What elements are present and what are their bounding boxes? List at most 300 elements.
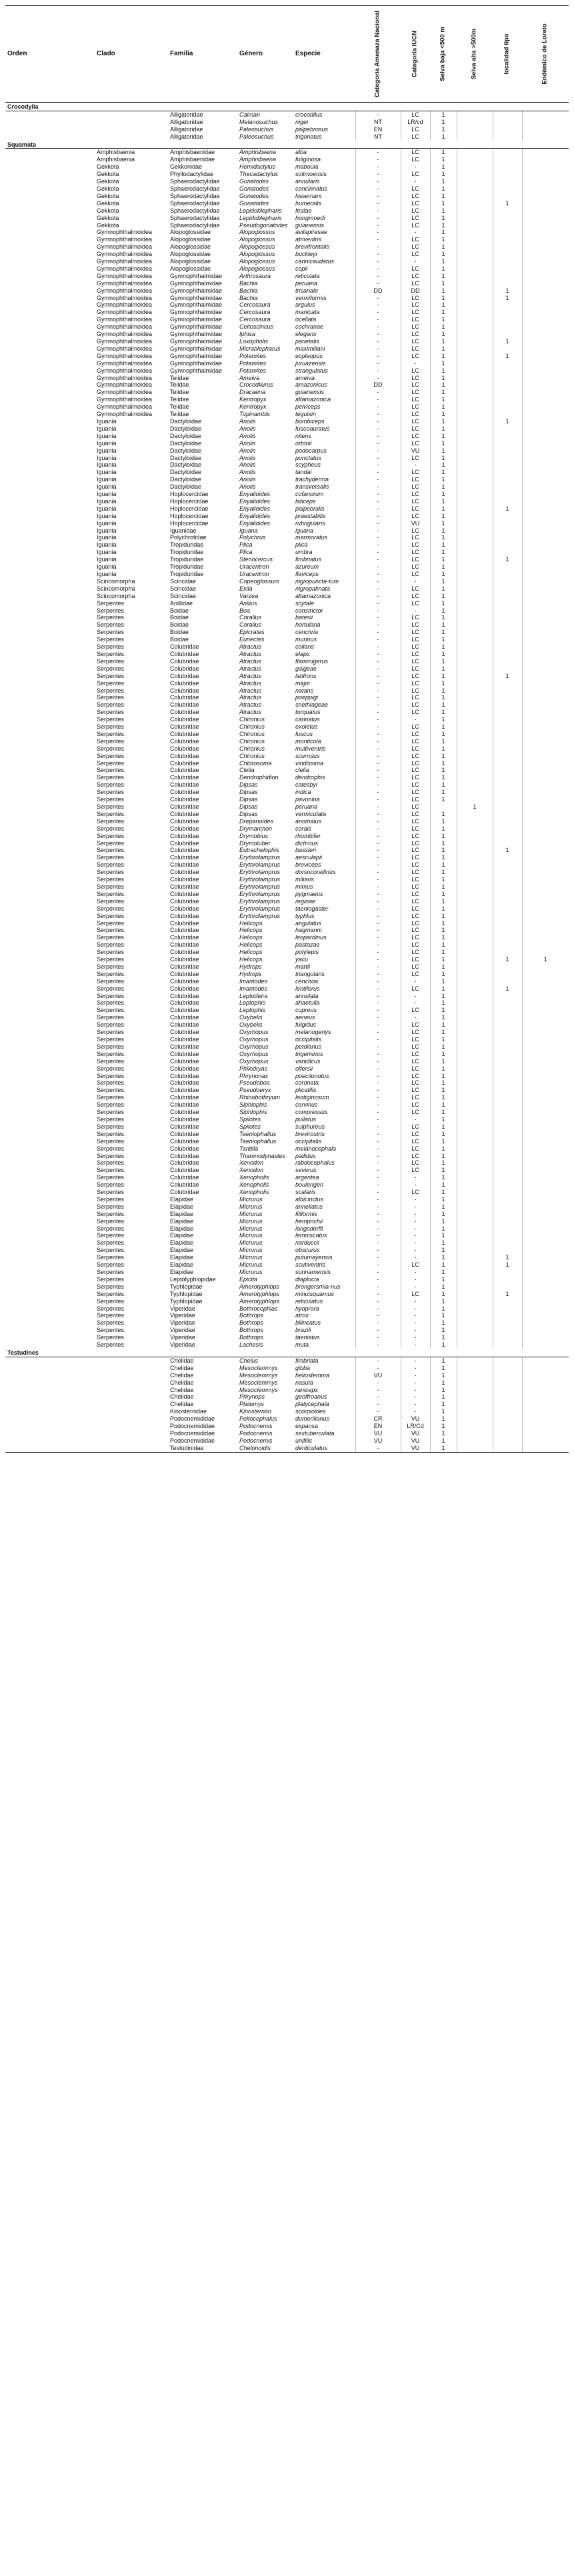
cell-categoria-iucn: LC [401,1051,430,1058]
cell-localidad-tipo [493,1387,522,1394]
cell-genero: Mesoclemmys [239,1379,278,1386]
orden-indent-cell [5,1261,95,1269]
table-row [5,774,569,781]
cell-especie: latifrons [295,672,317,679]
cell-categoria-iucn: LC [401,883,430,891]
cell-categoria-iucn: LC [401,222,430,229]
cell-familia: Sphaerodactylidae [170,207,220,214]
cell-selva-alta [457,781,493,789]
cell-categoria-nacional: - [355,1189,401,1196]
cell-selva-alta [457,847,493,854]
cell-localidad-tipo [493,1094,522,1101]
table-row [5,541,569,549]
cell-endemico [522,549,569,556]
cell-categoria-iucn: LC [401,774,430,781]
cell-endemico [522,1065,569,1073]
cell-especie: clelia [295,767,309,774]
cell-selva-alta [457,934,493,941]
table-row [5,1269,569,1276]
cell-familia: Colubridae [170,839,199,847]
cell-genero: Alopoglossus [239,243,275,251]
cell-localidad-tipo [493,825,522,833]
cell-especie: pullatus [295,1115,317,1123]
cell-categoria-nacional: - [355,687,401,695]
cell-categoria-iucn: LC [401,185,430,193]
cell-categoria-iucn: LC [401,476,430,483]
cell-clado: Gymnophthalmoidea [97,374,153,381]
cell-selva-alta [457,825,493,833]
cell-familia: Colubridae [170,1065,199,1072]
cell-categoria-nacional: - [355,541,401,549]
cell-categoria-iucn: - [401,1181,430,1189]
cell-localidad-tipo [493,273,522,280]
cell-genero: Paleosuchus [239,125,274,133]
cell-genero: Atractus [239,643,262,651]
cell-especie: pelviceps [295,403,321,411]
cell-familia: Leptotyphlopidae [170,1275,216,1283]
cell-selva-alta [457,1116,493,1123]
cell-categoria-iucn: VU [401,1445,430,1452]
cell-localidad-tipo [493,585,522,593]
cell-categoria-iucn: LC [401,811,430,818]
cell-categoria-iucn: LC [401,1065,430,1073]
cell-localidad-tipo: 1 [493,956,522,963]
header-categoria-iucn-label: Categoría IUCN [411,31,419,77]
cell-clado: Serpentes [97,912,125,919]
cell-localidad-tipo: 1 [493,985,522,993]
orden-indent-cell [5,133,95,141]
table-row [5,999,569,1007]
cell-familia: Colubridae [170,789,199,796]
cell-familia: Gymnophthalmidae [170,345,223,352]
orden-indent-cell [5,418,95,425]
table-row [5,723,569,731]
cell-selva-alta [457,171,493,178]
cell-categoria-nacional: - [355,549,401,556]
cell-clado: Serpentes [97,781,125,789]
table-body [5,103,569,1453]
table-row [5,949,569,956]
cell-genero: Iguana [239,527,258,534]
orden-indent-cell [5,171,95,178]
cell-familia: Teiidae [170,374,189,381]
cell-categoria-iucn: - [401,1225,430,1233]
cell-clado: Serpentes [97,847,125,854]
cell-categoria-nacional: - [355,716,401,723]
cell-clado: Iguania [97,483,117,491]
cell-categoria-nacional: DD [355,381,401,389]
cell-localidad-tipo [493,607,522,615]
orden-indent-cell [5,455,95,462]
cell-genero: Siphlophis [239,1101,267,1109]
cell-especie: parietalis [295,338,320,345]
cell-especie: monticola [295,737,321,745]
cell-familia: Elapidae [170,1210,194,1217]
cell-endemico [522,1218,569,1225]
cell-categoria-iucn: LC [401,1087,430,1094]
cell-localidad-tipo [493,1312,522,1319]
cell-endemico [522,738,569,745]
cell-endemico [522,491,569,498]
cell-selva-baja: 1 [430,920,457,927]
cell-genero: Gonatodes [239,178,269,185]
cell-genero: Oxyrhopus [239,1050,269,1057]
cell-endemico [522,156,569,163]
cell-clado [95,1437,168,1445]
cell-genero: Bothrops [239,1319,264,1327]
cell-familia: Hoplocercidae [170,505,209,512]
cell-especie: reticulata [295,272,320,279]
cell-familia: Tropiduridae [170,549,204,556]
header-especie: Especie [293,6,355,103]
cell-genero: Kinosternon [239,1408,272,1415]
cell-categoria-nacional: - [355,607,401,615]
cell-selva-baja: 1 [430,163,457,171]
cell-clado: Gymnophthalmoidea [97,323,153,331]
cell-endemico [522,193,569,200]
cell-endemico [522,1094,569,1101]
cell-categoria-iucn: LC [401,825,430,833]
cell-clado: Iguania [97,534,117,541]
cell-genero: Bachia [239,294,258,301]
cell-categoria-nacional: - [355,571,401,578]
cell-categoria-iucn: LC [401,723,430,731]
orden-indent-cell [5,847,95,854]
cell-genero: Micrablepharus [239,345,281,352]
cell-selva-baja: 1 [430,963,457,971]
cell-familia: Gymnophthalmidae [170,316,223,323]
cell-clado: Gymnophthalmoidea [97,294,153,301]
cell-categoria-iucn: - [401,1232,430,1239]
cell-localidad-tipo [493,941,522,949]
cell-especie: flammigerus [295,657,329,665]
cell-selva-baja: 1 [430,353,457,360]
orden-indent-cell [5,1065,95,1073]
cell-selva-baja: 1 [430,796,457,803]
cell-endemico [522,1014,569,1021]
cell-localidad-tipo [493,614,522,621]
cell-categoria-iucn: - [401,1393,430,1401]
orden-indent-cell [5,1232,95,1239]
cell-selva-baja: 1 [430,469,457,476]
cell-selva-baja: 1 [430,1305,457,1313]
table-row [5,753,569,760]
cell-selva-alta [457,1327,493,1334]
cell-genero: Xenopholis [239,1189,269,1196]
cell-categoria-iucn: LC [401,1007,430,1014]
orden-indent-cell [5,207,95,215]
cell-especie: ocellata [295,316,317,323]
cell-especie: batesii [295,614,313,621]
orden-indent-cell [5,1379,95,1387]
table-row [5,781,569,789]
orden-indent-cell [5,338,95,345]
table-row [5,1408,569,1415]
cell-genero: Uracentron [239,563,269,571]
table-row [5,934,569,941]
cell-clado: Serpentes [97,1145,125,1152]
cell-especie: brevifrontalis [295,243,330,251]
cell-selva-alta [457,563,493,571]
cell-categoria-iucn: LC [401,1073,430,1080]
cell-clado: Serpentes [97,1327,125,1334]
cell-genero: Mesoclemmys [239,1364,278,1371]
table-row [5,1145,569,1153]
cell-especie: ecpleopus [295,352,323,359]
cell-categoria-iucn: LC [401,876,430,883]
cell-categoria-iucn: LC [401,803,430,811]
orden-indent-cell [5,498,95,505]
cell-familia: Tropiduridae [170,541,204,549]
cell-categoria-nacional: - [355,651,401,658]
cell-endemico [522,207,569,215]
cell-categoria-nacional: - [355,1007,401,1014]
cell-selva-baja: 1 [430,680,457,687]
cell-endemico [522,1225,569,1233]
cell-clado: Serpentes [97,1297,125,1305]
table-row [5,861,569,869]
cell-categoria-iucn: LC [401,200,430,207]
orden-indent-cell [5,1341,95,1349]
cell-localidad-tipo [493,1087,522,1094]
cell-genero: Anolis [239,425,256,432]
cell-clado: Serpentes [97,1210,125,1217]
cell-genero: Erythrolamprus [239,861,281,869]
cell-endemico [522,541,569,549]
cell-localidad-tipo [493,1014,522,1021]
cell-selva-alta [457,1174,493,1181]
cell-selva-baja: 1 [430,869,457,876]
cell-selva-alta [457,571,493,578]
cell-genero: Micrurus [239,1239,263,1247]
cell-genero: Alopoglossus [239,251,275,258]
cell-categoria-nacional: - [355,905,401,913]
cell-localidad-tipo [493,229,522,236]
cell-clado: Serpentes [97,672,125,679]
cell-categoria-iucn: LC [401,833,430,840]
cell-selva-alta [457,1218,493,1225]
cell-familia: Chelidae [170,1364,194,1371]
cell-genero: Hemidactylus [239,163,276,171]
cell-endemico [522,251,569,258]
cell-categoria-iucn: - [401,1341,430,1349]
cell-especie: albicinctus [295,1195,324,1203]
cell-categoria-iucn: - [401,1372,430,1379]
cell-categoria-nacional: - [355,1247,401,1254]
cell-familia: Colubridae [170,752,199,759]
cell-endemico [522,753,569,760]
cell-categoria-nacional: - [355,1387,401,1394]
cell-selva-alta [457,665,493,673]
cell-categoria-nacional: - [355,934,401,941]
orden-indent-cell [5,1211,95,1218]
cell-selva-baja: 1 [430,433,457,440]
cell-endemico [522,360,569,367]
cell-clado: Serpentes [97,1043,125,1050]
cell-genero: Polychrus [239,534,266,541]
orden-indent-cell [5,1021,95,1029]
cell-selva-baja: 1 [430,1247,457,1254]
table-row [5,1036,569,1043]
cell-familia: Sphaerodactylidae [170,199,220,207]
cell-genero: Bothrops [239,1327,264,1334]
cell-genero: Helicops [239,927,263,934]
cell-familia: Sphaerodactylidae [170,185,220,192]
cell-genero: Gonatodes [239,192,269,199]
cell-categoria-iucn: LC [401,556,430,563]
cell-familia: Colubridae [170,803,199,810]
cell-selva-baja: 1 [430,818,457,825]
cell-selva-baja: 1 [430,658,457,665]
cell-categoria-nacional: - [355,1319,401,1327]
cell-selva-baja: 1 [430,455,457,462]
table-row [5,1430,569,1437]
cell-clado: Serpentes [97,709,125,716]
table-row [5,1305,569,1313]
table-row [5,1043,569,1051]
cell-endemico [522,1387,569,1394]
cell-selva-baja: 1 [430,1174,457,1181]
cell-localidad-tipo [493,1225,522,1233]
cell-genero: Erythrolamprus [239,912,281,919]
cell-selva-baja: 1 [430,541,457,549]
cell-selva-alta [457,1043,493,1051]
cell-genero: Amerotyphlops [239,1290,280,1297]
cell-endemico [522,1283,569,1291]
orden-indent-cell [5,513,95,520]
group-name: Squamata [5,141,569,149]
table-row [5,1291,569,1298]
cell-localidad-tipo [493,111,522,118]
cell-categoria-nacional: - [355,513,401,520]
cell-categoria-nacional: - [355,1145,401,1153]
table-row [5,236,569,243]
cell-genero: Gonatodes [239,185,269,192]
cell-categoria-iucn: LC [401,455,430,462]
cell-categoria-nacional: - [355,680,401,687]
cell-especie: melanocephala [295,1145,337,1152]
cell-selva-baja: 1 [430,1298,457,1305]
cell-endemico [522,847,569,854]
cell-localidad-tipo [493,455,522,462]
cell-localidad-tipo [493,243,522,251]
cell-familia: Colubridae [170,854,199,861]
cell-categoria-nacional: - [355,1327,401,1334]
cell-selva-baja: 1 [430,811,457,818]
cell-especie: putumayensis [295,1254,333,1261]
cell-categoria-iucn: LC [401,818,430,825]
table-row [5,229,569,236]
cell-genero: Bothrops [239,1334,264,1341]
cell-categoria-nacional: - [355,621,401,629]
cell-familia: Colubridae [170,1123,199,1130]
cell-familia: Teiidae [170,411,189,418]
orden-indent-cell [5,651,95,658]
table-row [5,381,569,389]
cell-categoria-nacional: - [355,353,401,360]
orden-indent-cell [5,229,95,236]
cell-selva-alta [457,585,493,593]
cell-especie: heliostemma [295,1371,330,1379]
cell-genero: Chironius [239,716,265,723]
orden-indent-cell [5,119,95,126]
table-row [5,745,569,753]
cell-familia: Boidae [170,607,189,614]
cell-categoria-nacional: CR [355,1415,401,1423]
cell-categoria-nacional: - [355,854,401,861]
cell-familia: Hoplocercidae [170,519,209,527]
cell-categoria-nacional: VU [355,1437,401,1445]
cell-endemico [522,985,569,993]
cell-endemico [522,440,569,447]
cell-genero: Exila [239,585,253,592]
cell-familia: Teiidae [170,381,189,389]
orden-indent-cell [5,433,95,440]
cell-especie: punctatus [295,454,322,461]
cell-localidad-tipo [493,1079,522,1087]
cell-familia: Tropiduridae [170,563,204,571]
cell-especie: polylepis [295,949,319,956]
cell-especie: ameiva [295,374,315,381]
cell-categoria-nacional: - [355,461,401,469]
cell-familia: Alopoglossidae [170,258,211,265]
cell-categoria-iucn: VU [401,447,430,455]
cell-selva-baja: 1 [430,854,457,861]
cell-endemico [522,600,569,607]
cell-genero: Erythrolamprus [239,890,281,897]
cell-familia: Colubridae [170,679,199,687]
cell-genero: Dipsas [239,781,258,789]
orden-indent-cell [5,1116,95,1123]
orden-indent-cell [5,316,95,323]
cell-categoria-nacional: - [355,738,401,745]
cell-categoria-nacional: - [355,1159,401,1167]
cell-categoria-nacional: - [355,280,401,287]
cell-localidad-tipo [493,381,522,389]
orden-indent-cell [5,1123,95,1131]
cell-selva-baja: 1 [430,1415,457,1423]
cell-clado: Iguania [97,541,117,549]
cell-especie: scalaris [295,1189,316,1196]
cell-categoria-iucn: LC [401,1167,430,1174]
cell-especie: cochranae [295,323,324,331]
cell-genero: Leptodeira [239,992,268,999]
cell-especie: brevirostris [295,1130,325,1137]
orden-indent-cell [5,1334,95,1341]
cell-categoria-iucn: LC [401,483,430,491]
table-row [5,963,569,971]
cell-genero: Atractus [239,687,262,694]
cell-clado: Gymnophthalmoidea [97,258,153,265]
cell-endemico [522,629,569,636]
cell-especie: constrictor [295,607,323,614]
table-row [5,1181,569,1189]
cell-especie: melanogenys [295,1029,331,1036]
cell-especie: alba [295,149,307,156]
cell-endemico [522,513,569,520]
cell-selva-baja: 1 [430,731,457,738]
cell-categoria-iucn: VU [401,520,430,527]
cell-localidad-tipo [493,1365,522,1372]
cell-selva-baja: 1 [430,301,457,309]
cell-endemico [522,171,569,178]
cell-selva-alta [457,1319,493,1327]
cell-genero: Amphisbaena [239,149,277,156]
cell-localidad-tipo [493,920,522,927]
cell-localidad-tipo: 1 [493,353,522,360]
cell-clado: Iguania [97,571,117,577]
orden-indent-cell [5,1393,95,1401]
